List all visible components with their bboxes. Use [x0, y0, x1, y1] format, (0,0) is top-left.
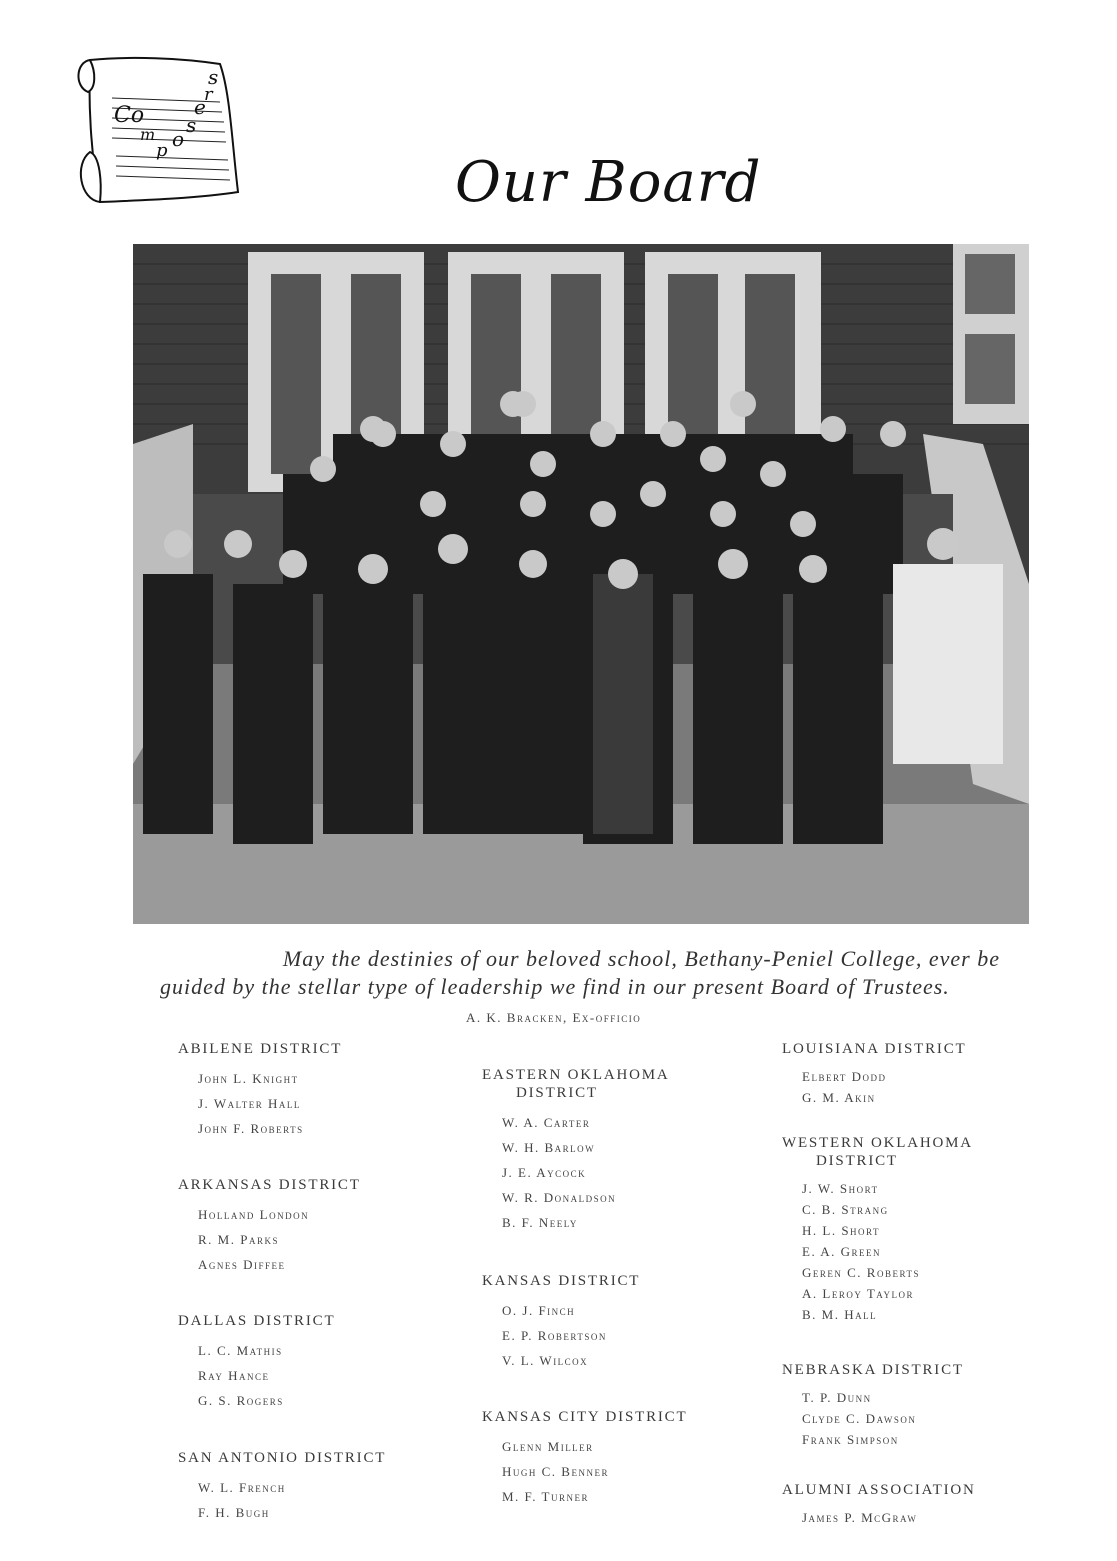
district-nebraska — [782, 1361, 964, 1450]
member-list — [502, 1434, 687, 1509]
svg-text:e: e — [194, 95, 206, 119]
member: J. Walter Hall — [198, 1096, 301, 1111]
member: H. L. Short — [802, 1223, 881, 1238]
member: W. R. Donaldson — [502, 1190, 617, 1205]
member: J. E. Aycock — [502, 1165, 587, 1180]
member: James P. McGraw — [802, 1510, 918, 1525]
district-heading: KANSAS CITY DISTRICT — [482, 1409, 688, 1425]
member-list — [802, 1507, 976, 1528]
member-list — [802, 1066, 966, 1108]
district-san-antonio — [178, 1449, 386, 1525]
svg-text:m: m — [140, 125, 156, 144]
district-heading: EASTERN OKLAHOMA — [482, 1067, 670, 1083]
member: J. W. Short — [802, 1181, 879, 1196]
district-western-oklahoma — [782, 1134, 973, 1325]
member: C. B. Strang — [802, 1202, 889, 1217]
district-heading: WESTERN OKLAHOMA — [782, 1135, 973, 1151]
district-heading: ALUMNI ASSOCIATION — [782, 1482, 976, 1498]
member-list — [802, 1387, 964, 1450]
svg-text:o: o — [172, 127, 185, 151]
member-list — [198, 1475, 386, 1525]
member: W. L. French — [198, 1480, 286, 1495]
ex-officio: A. K. Bracken, Ex-officio — [466, 1010, 642, 1025]
member: Hugh C. Benner — [502, 1464, 609, 1479]
caption-line-2: guided by the stellar type of leadership we find in our present Board of Trustees. — [160, 974, 950, 999]
district-heading: SAN ANTONIO DISTRICT — [178, 1450, 387, 1466]
member: Clyde C. Dawson — [802, 1411, 917, 1426]
member: E. A. Green — [802, 1244, 881, 1259]
member: Geren C. Roberts — [802, 1265, 920, 1280]
svg-text:s: s — [186, 113, 197, 137]
member: O. J. Finch — [502, 1303, 576, 1318]
member: M. F. Turner — [502, 1489, 589, 1504]
member-list — [198, 1202, 361, 1277]
district-heading-line-2: DISTRICT — [516, 1085, 598, 1101]
district-kansas-city — [482, 1408, 687, 1509]
svg-text:s: s — [208, 65, 219, 89]
svg-text:Co: Co — [114, 103, 145, 128]
member: G. M. Akin — [802, 1090, 876, 1105]
member-list — [502, 1298, 640, 1373]
alumni-association — [782, 1481, 976, 1528]
member: Glenn Miller — [502, 1439, 594, 1454]
district-heading: LOUISIANA DISTRICT — [782, 1041, 967, 1057]
member-list — [802, 1178, 973, 1325]
member: John L. Knight — [198, 1071, 299, 1086]
member: F. H. Bugh — [198, 1505, 270, 1520]
page-title: Our Board — [455, 150, 762, 215]
member: W. A. Carter — [502, 1115, 591, 1130]
member: G. S. Rogers — [198, 1393, 284, 1408]
member: E. P. Robertson — [502, 1328, 607, 1343]
member: Ray Hance — [198, 1368, 270, 1383]
member: John F. Roberts — [198, 1121, 304, 1136]
svg-text:p: p — [156, 140, 168, 161]
district-kansas — [482, 1272, 640, 1373]
district-heading: ARKANSAS DISTRICT — [178, 1177, 361, 1193]
scroll-logo — [70, 52, 250, 212]
district-heading: KANSAS DISTRICT — [482, 1273, 641, 1289]
member: Frank Simpson — [802, 1432, 899, 1447]
district-eastern-oklahoma — [482, 1066, 670, 1235]
member: Elbert Dodd — [802, 1069, 887, 1084]
member: B. M. Hall — [802, 1307, 878, 1322]
district-arkansas — [178, 1176, 361, 1277]
member: Holland London — [198, 1207, 310, 1222]
district-abilene — [178, 1040, 342, 1141]
caption — [160, 945, 1000, 1001]
member: R. M. Parks — [198, 1232, 279, 1247]
member: V. L. Wilcox — [502, 1353, 589, 1368]
member: W. H. Barlow — [502, 1140, 596, 1155]
member: B. F. Neely — [502, 1215, 578, 1230]
district-dallas — [178, 1312, 335, 1413]
member-list — [198, 1338, 335, 1413]
caption-line-1: May the destinies of our beloved school, Bethany-Peniel College, ever be — [282, 946, 1000, 971]
member-list — [198, 1066, 342, 1141]
district-heading: NEBRASKA DISTRICT — [782, 1362, 964, 1378]
district-heading-line-2: DISTRICT — [816, 1153, 898, 1169]
member-list — [502, 1110, 670, 1235]
member: A. Leroy Taylor — [802, 1286, 914, 1301]
member: L. C. Mathis — [198, 1343, 283, 1358]
district-heading: ABILENE DISTRICT — [178, 1041, 343, 1057]
district-heading: DALLAS DISTRICT — [178, 1313, 336, 1329]
member: T. P. Dunn — [802, 1390, 872, 1405]
district-louisiana — [782, 1040, 966, 1108]
svg-text:r: r — [204, 84, 213, 105]
member: Agnes Diffee — [198, 1257, 286, 1272]
group-photo — [133, 244, 1029, 924]
